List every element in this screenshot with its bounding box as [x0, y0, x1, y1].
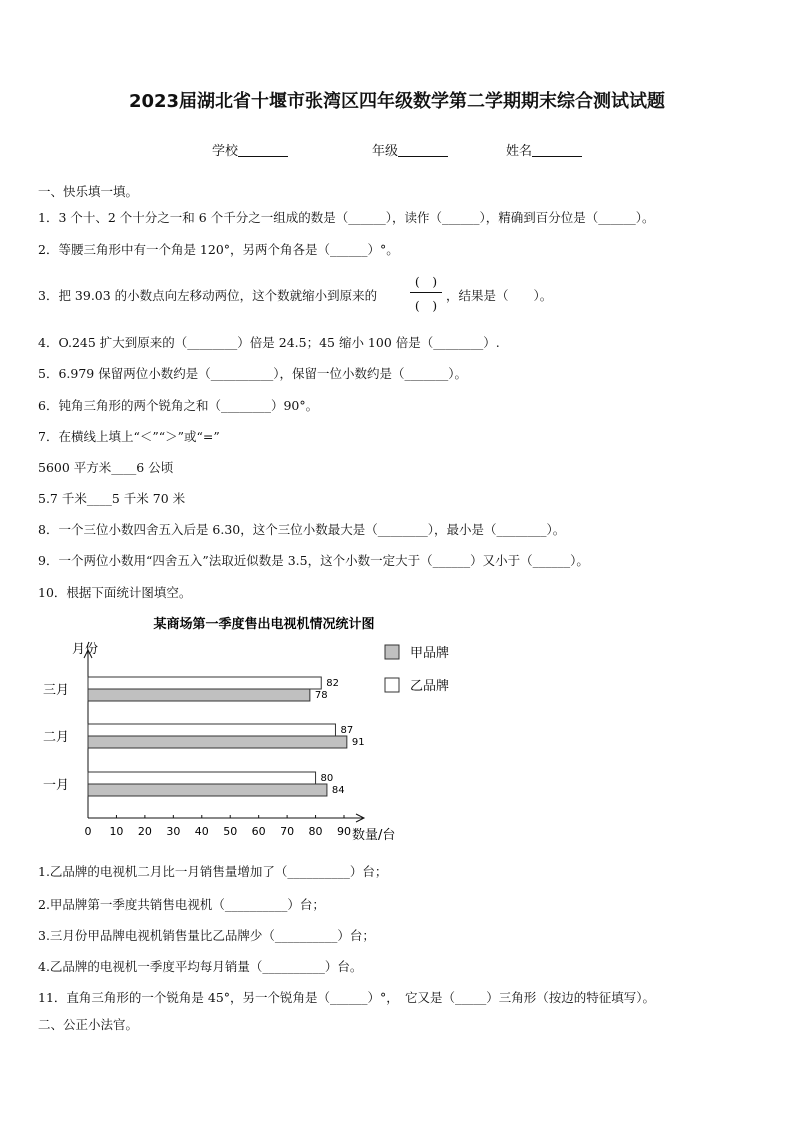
legend-swatch — [385, 645, 399, 659]
legend-swatch — [385, 678, 399, 692]
name-blank[interactable] — [532, 142, 582, 157]
question-10: 10．根据下面统计图填空。 — [38, 585, 192, 600]
bar-value-label: 82 — [326, 678, 339, 689]
bar — [88, 677, 321, 689]
bar — [88, 736, 347, 748]
bar — [88, 689, 310, 701]
question-2: 2．等腰三角形中有一个角是 120°，另两个角各是（______）°。 — [38, 242, 399, 257]
name-field — [506, 140, 582, 159]
category-label: 二月 — [43, 730, 70, 745]
x-tick-label: 50 — [223, 825, 238, 838]
question-10-3: 3.三月份甲品牌电视机销售量比乙品牌少（__________）台； — [38, 928, 375, 943]
fraction-blank[interactable] — [406, 272, 446, 314]
fraction-denominator: ( ) — [414, 298, 438, 313]
question-7-b: 5.7 千米____5 千米 70 米 — [38, 491, 186, 506]
question-3-end: ，结果是（ ）。 — [446, 288, 553, 303]
school-label: 学校 — [212, 144, 239, 159]
bar — [88, 724, 335, 736]
x-tick-label: 80 — [308, 825, 323, 838]
tv-sales-bar-chart — [38, 608, 478, 848]
question-3: 3．把 39.03 的小数点向左移动两位，这个数就缩小到原来的 — [38, 288, 378, 303]
x-tick-label: 20 — [137, 825, 152, 838]
x-tick-label: 90 — [337, 825, 351, 838]
question-10-1: 1.乙品牌的电视机二月比一月销售量增加了（__________）台； — [38, 864, 388, 879]
question-9: 9．一个两位小数用“四舍五入”法取近似数是 3.5，这个小数一定大于（______）又小于（______）。 — [38, 553, 589, 568]
school-field — [212, 140, 288, 159]
question-7-a: 5600 平方米____6 公顷 — [38, 460, 174, 475]
x-tick-label: 0 — [84, 825, 92, 838]
name-label: 姓名 — [506, 144, 533, 159]
grade-field — [372, 140, 448, 159]
grade-blank[interactable] — [398, 142, 448, 157]
bar-value-label: 78 — [314, 690, 328, 701]
category-label: 一月 — [43, 778, 70, 793]
legend-label: 甲品牌 — [410, 646, 450, 661]
question-4: 4．O.245 扩大到原来的（________）倍是 24.5；45 缩小 100 倍是（________）. — [38, 335, 500, 350]
x-axis-label: 数量/台 — [352, 828, 396, 843]
x-tick-label: 30 — [166, 825, 181, 838]
x-tick-label: 40 — [194, 825, 209, 838]
y-axis-label: 月份 — [72, 642, 99, 657]
bar-value-label: 84 — [331, 785, 345, 796]
fraction-numerator: ( ) — [414, 274, 438, 289]
page-title: 2023届湖北省十堰市张湾区四年级数学第二学期期末综合测试试题 — [128, 91, 666, 112]
section-one-heading: 一、快乐填一填。 — [38, 184, 139, 199]
question-8: 8．一个三位小数四舍五入后是 6.30，这个三位小数最大是（________），最小是（________）。 — [38, 522, 566, 537]
grade-label: 年级 — [372, 144, 399, 159]
bar — [88, 784, 327, 796]
school-blank[interactable] — [238, 142, 288, 157]
fraction-bar — [410, 292, 442, 293]
legend-label: 乙品牌 — [410, 679, 450, 694]
bar — [88, 772, 316, 784]
question-7: 7．在横线上填上“＜”“＞”或“=” — [38, 429, 220, 444]
x-tick-label: 60 — [251, 825, 266, 838]
x-tick-label: 10 — [109, 825, 124, 838]
bar-value-label: 80 — [320, 773, 334, 784]
x-tick-label: 70 — [280, 825, 295, 838]
question-11: 11．直角三角形的一个锐角是 45°，另一个锐角是（______）°， 它又是（_____）三角形（按边的特征填写）。 — [38, 990, 656, 1005]
question-5: 5．6.979 保留两位小数约是（__________），保留一位小数约是（_______）。 — [38, 366, 467, 381]
category-label: 三月 — [43, 683, 70, 698]
chart-title: 某商场第一季度售出电视机情况统计图 — [153, 617, 375, 632]
question-10-2: 2.甲品牌第一季度共销售电视机（__________）台； — [38, 897, 325, 912]
question-6: 6．钝角三角形的两个锐角之和（________）90°。 — [38, 398, 319, 413]
question-1: 1．3 个十、2 个十分之一和 6 个千分之一组成的数是（______），读作（______），精确到百分位是（______）。 — [38, 210, 655, 225]
section-two-heading: 二、公正小法官。 — [38, 1017, 139, 1032]
bar-value-label: 91 — [351, 737, 365, 748]
question-10-4: 4.乙品牌的电视机一季度平均每月销量（__________）台。 — [38, 959, 363, 974]
bar-value-label: 87 — [340, 725, 354, 736]
